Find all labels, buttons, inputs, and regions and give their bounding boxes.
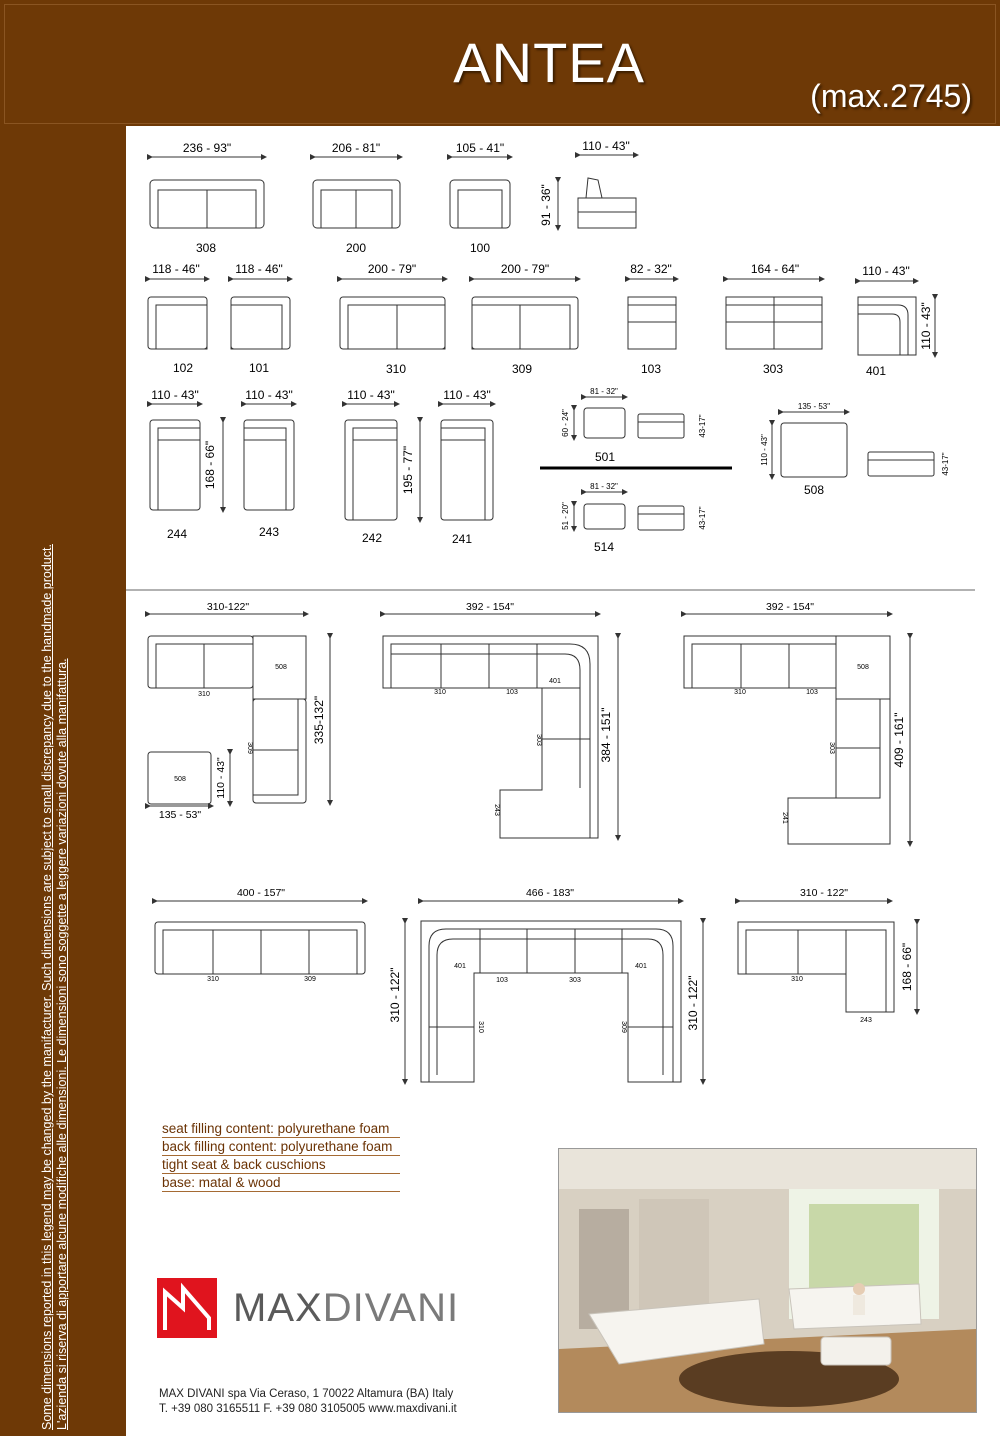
dim-label: 110 - 43" — [919, 302, 933, 350]
disclaimer-line-it: L'azienda si riserva di apportare alcune modifiche alle dimensioni. Le dimensioni sono soggette a leggere variazioni dovute alla manifattura. — [55, 658, 69, 1430]
dim-label: 310 - 122" — [686, 975, 700, 1031]
module-code: 310 — [198, 691, 210, 698]
module-code: 310 — [734, 689, 746, 696]
dim-label: 135 - 53" — [797, 402, 831, 411]
module-code: 401 — [549, 678, 561, 685]
dim-label: 400 - 157" — [236, 887, 286, 899]
module-514 — [561, 482, 707, 554]
module-code: 303 — [569, 977, 581, 984]
module-code: 101 — [248, 361, 270, 375]
module-243 — [244, 388, 294, 539]
module-303 — [726, 262, 822, 376]
module-side-view — [539, 139, 636, 228]
module-code: 102 — [172, 361, 194, 375]
dim-label: 60 - 24" — [561, 409, 570, 437]
dim-label: 110 - 43" — [582, 139, 630, 153]
dim-label: 335-132" — [312, 695, 326, 745]
module-code: 310 — [434, 689, 446, 696]
dim-label: 310 - 122" — [388, 967, 402, 1023]
module-241 — [441, 388, 493, 546]
company-address — [159, 1387, 457, 1417]
module-code: 309 — [511, 362, 533, 376]
contact-line: T. +39 080 3165511 F. +39 080 3105005 www.maxdivani.it — [159, 1403, 457, 1415]
dim-label: 43-17" — [698, 414, 707, 438]
module-code: 501 — [594, 450, 616, 464]
dim-label: 164 - 64" — [750, 262, 800, 276]
module-code: 309 — [304, 976, 316, 983]
dim-label: 110 - 43" — [347, 388, 395, 402]
module-code: 508 — [174, 776, 186, 783]
dim-label: 168 - 66" — [900, 942, 914, 992]
module-code: 244 — [166, 527, 188, 541]
dim-label: 43-17" — [941, 452, 950, 476]
dim-label: 110 - 43" — [443, 388, 491, 402]
module-code: 303 — [535, 734, 542, 746]
dim-label: 110 - 43" — [760, 434, 769, 466]
brand-part-2: DIVANI — [322, 1286, 460, 1330]
module-308 — [150, 141, 264, 255]
module-code: 200 — [345, 241, 367, 255]
composition-1 — [148, 601, 330, 821]
page-title: ANTEA — [453, 31, 645, 94]
dim-label: 409 - 161" — [892, 712, 906, 768]
dim-label: 81 - 32" — [590, 387, 618, 396]
module-102 — [148, 262, 207, 375]
module-code: 303 — [762, 362, 784, 376]
dim-label: 110 - 43" — [151, 388, 199, 402]
dim-label: 91 - 36" — [539, 184, 553, 226]
module-code: 103 — [506, 689, 518, 696]
dim-label: 200 - 79" — [367, 262, 417, 276]
composition-5 — [388, 887, 703, 1082]
module-501 — [561, 387, 707, 464]
page-subtitle: (max.2745) — [810, 78, 972, 114]
dim-label: 82 - 32" — [630, 262, 672, 276]
module-508 — [760, 402, 950, 497]
spec-item: tight seat & back cuschions — [162, 1157, 400, 1174]
module-100 — [450, 141, 510, 255]
module-code: 308 — [195, 241, 217, 255]
module-101 — [231, 262, 290, 375]
dim-label: 310 - 122" — [799, 887, 849, 899]
module-code: 103 — [640, 362, 662, 376]
module-code: 310 — [791, 976, 803, 983]
module-code: 242 — [361, 531, 383, 545]
module-code: 100 — [469, 241, 491, 255]
module-code: 309 — [620, 1021, 627, 1033]
maxdivani-logo-icon — [157, 1278, 217, 1338]
module-309 — [472, 262, 578, 376]
dim-label: 310-122" — [206, 601, 250, 613]
composition-3 — [684, 601, 910, 844]
dim-label: 168 - 66" — [203, 440, 217, 490]
dim-label: 384 - 151" — [599, 707, 613, 763]
brand-name — [233, 1286, 459, 1331]
dim-label: 200 - 79" — [500, 262, 550, 276]
dim-label: 43-17" — [698, 506, 707, 530]
dim-label: 135 - 53" — [158, 809, 202, 821]
module-200 — [313, 141, 400, 255]
module-code: 310 — [385, 362, 407, 376]
module-code: 508 — [275, 664, 287, 671]
dim-label: 110 - 43" — [862, 264, 910, 278]
composition-4 — [155, 887, 365, 983]
module-242 — [345, 388, 420, 545]
module-code: 508 — [803, 483, 825, 497]
dim-label: 392 - 154" — [765, 601, 815, 613]
dim-label: 466 - 183" — [525, 887, 575, 899]
spec-item: back filling content: polyurethane foam — [162, 1139, 400, 1156]
address-line: MAX DIVANI spa Via Ceraso, 1 70022 Altamura (BA) Italy — [159, 1388, 454, 1400]
disclaimer-line-en: Some dimensions reported in this legend may be changed by the manifacturer. Such dimensions are subject to small discrepancy due to the handmade product. — [40, 544, 54, 1430]
spec-item: seat filling content: polyurethane foam — [162, 1121, 400, 1138]
dim-label: 195 - 77" — [401, 445, 415, 495]
module-code: 243 — [493, 804, 500, 816]
spec-item: base: matal & wood — [162, 1175, 400, 1192]
module-code: 103 — [496, 977, 508, 984]
module-401 — [858, 264, 935, 378]
module-code: 241 — [451, 532, 473, 546]
dim-label: 236 - 93" — [182, 141, 232, 155]
spec-list — [162, 1121, 400, 1193]
module-244 — [150, 388, 223, 541]
dim-label: 110 - 43" — [245, 388, 293, 402]
dim-label: 118 - 46" — [152, 262, 200, 276]
module-code: 103 — [806, 689, 818, 696]
brand-part-1: MAX — [233, 1286, 323, 1330]
composition-2 — [383, 601, 618, 838]
module-code: 243 — [258, 525, 280, 539]
dim-label: 110 - 43" — [215, 757, 227, 799]
module-103 — [628, 262, 676, 376]
module-code: 303 — [828, 742, 835, 754]
module-code: 401 — [454, 963, 466, 970]
dim-label: 81 - 32" — [590, 482, 618, 491]
dim-label: 51 - 20" — [561, 502, 570, 530]
dim-label: 206 - 81" — [331, 141, 381, 155]
module-310 — [340, 262, 445, 376]
composition-6 — [738, 887, 917, 1024]
module-code: 310 — [207, 976, 219, 983]
module-code: 243 — [860, 1017, 872, 1024]
dim-label: 105 - 41" — [455, 141, 505, 155]
module-code: 401 — [865, 364, 887, 378]
module-code: 401 — [635, 963, 647, 970]
living-room-photo — [558, 1148, 977, 1413]
module-code: 241 — [781, 812, 788, 824]
module-code: 508 — [857, 664, 869, 671]
dim-label: 118 - 46" — [235, 262, 283, 276]
module-code: 310 — [477, 1021, 484, 1033]
dim-label: 392 - 154" — [465, 601, 515, 613]
module-code: 309 — [246, 742, 253, 754]
module-code: 514 — [593, 540, 615, 554]
